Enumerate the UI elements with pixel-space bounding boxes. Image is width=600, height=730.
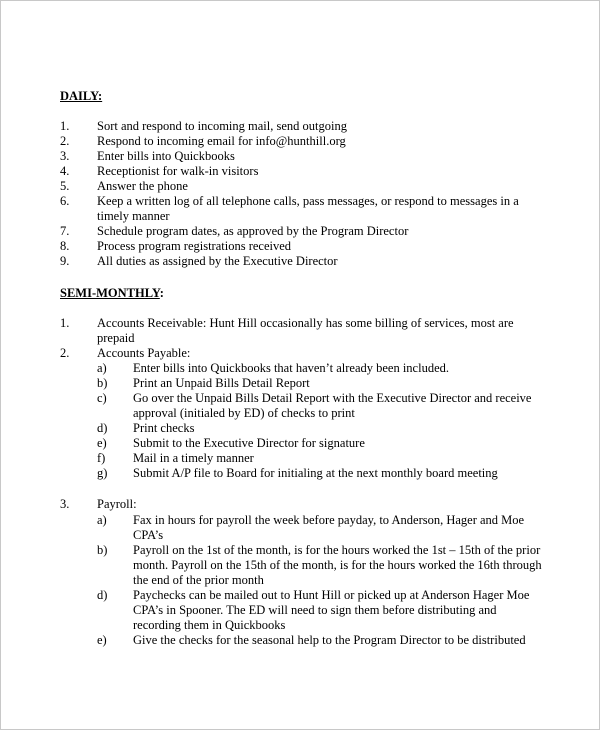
list-item-number: 4.	[60, 164, 70, 178]
sub-item-text: Enter bills into Quickbooks that haven’t already been included.	[133, 361, 450, 375]
list-item-number: 9.	[60, 254, 70, 268]
sub-item-letter: d)	[97, 588, 108, 602]
list-item-text: Sort and respond to incoming mail, send outgoing	[97, 119, 347, 133]
sub-item-text-continued: CPA’s	[133, 528, 164, 542]
daily-heading: DAILY:	[60, 89, 103, 103]
sub-item-text-continued: the end of the prior month	[133, 573, 264, 587]
sub-item-text-continued: CPA’s in Spooner. The ED will need to sign them before distributing and	[133, 603, 497, 617]
sub-item-text: Print checks	[133, 421, 195, 435]
sub-item-text-continued: recording them in Quickbooks	[133, 618, 286, 632]
sub-item-letter: a)	[97, 361, 107, 375]
sub-item-letter: d)	[97, 421, 108, 435]
accounts-receivable-text: Accounts Receivable: Hunt Hill occasionally has some billing of services, most are	[97, 316, 514, 330]
list-item-number: 2.	[60, 134, 70, 148]
list-item-text: Respond to incoming email for info@hunthill.org	[97, 134, 346, 148]
sub-item-letter: f)	[97, 451, 106, 465]
list-item-text: Answer the phone	[97, 179, 188, 193]
list-item-number: 8.	[60, 239, 70, 253]
accounts-receivable-text-continued: prepaid	[97, 331, 135, 345]
sub-item-text: Mail in a timely manner	[133, 451, 254, 465]
semi-monthly-heading: SEMI-MONTHLY:	[60, 286, 164, 300]
sub-item-letter: c)	[97, 391, 107, 405]
list-item-number: 2.	[60, 346, 70, 360]
list-item-text-continued: timely manner	[97, 209, 170, 223]
sub-item-text-continued: month. Payroll on the 15th of the month, is for the hours worked the 16th through	[133, 558, 542, 572]
sub-item-letter: g)	[97, 466, 108, 480]
sub-item-text: Fax in hours for payroll the week before payday, to Anderson, Hager and Moe	[133, 513, 525, 527]
sub-item-text: Give the checks for the seasonal help to the Program Director to be distributed	[133, 633, 526, 647]
list-item-number: 5.	[60, 179, 70, 193]
sub-item-text: Go over the Unpaid Bills Detail Report with the Executive Director and receive	[133, 391, 532, 405]
list-item-number: 1.	[60, 316, 70, 330]
list-item-number: 7.	[60, 224, 70, 238]
accounts-payable-label: Accounts Payable:	[97, 346, 191, 360]
list-item-number: 3.	[60, 149, 70, 163]
list-item-text: All duties as assigned by the Executive Director	[97, 254, 338, 268]
list-item-text: Schedule program dates, as approved by the Program Director	[97, 224, 409, 238]
list-item-text: Enter bills into Quickbooks	[97, 149, 235, 163]
sub-item-letter: b)	[97, 543, 108, 557]
list-item-text: Receptionist for walk-in visitors	[97, 164, 259, 178]
list-item-number: 3.	[60, 497, 70, 511]
sub-item-text: Print an Unpaid Bills Detail Report	[133, 376, 310, 390]
sub-item-text: Submit to the Executive Director for signature	[133, 436, 365, 450]
sub-item-letter: a)	[97, 513, 107, 527]
list-item-text: Keep a written log of all telephone calls, pass messages, or respond to messages in a	[97, 194, 519, 208]
sub-item-letter: e)	[97, 436, 107, 450]
list-item-number: 6.	[60, 194, 70, 208]
payroll-label: Payroll:	[97, 497, 137, 511]
sub-item-letter: b)	[97, 376, 108, 390]
sub-item-letter: e)	[97, 633, 107, 647]
sub-item-text: Payroll on the 1st of the month, is for the hours worked the 1st – 15th of the prior	[133, 543, 541, 557]
sub-item-text: Paychecks can be mailed out to Hunt Hill or picked up at Anderson Hager Moe	[133, 588, 530, 602]
sub-item-text: Submit A/P file to Board for initialing at the next monthly board meeting	[133, 466, 498, 480]
list-item-number: 1.	[60, 119, 70, 133]
sub-item-text-continued: approval (initialed by ED) of checks to print	[133, 406, 355, 420]
list-item-text: Process program registrations received	[97, 239, 292, 253]
